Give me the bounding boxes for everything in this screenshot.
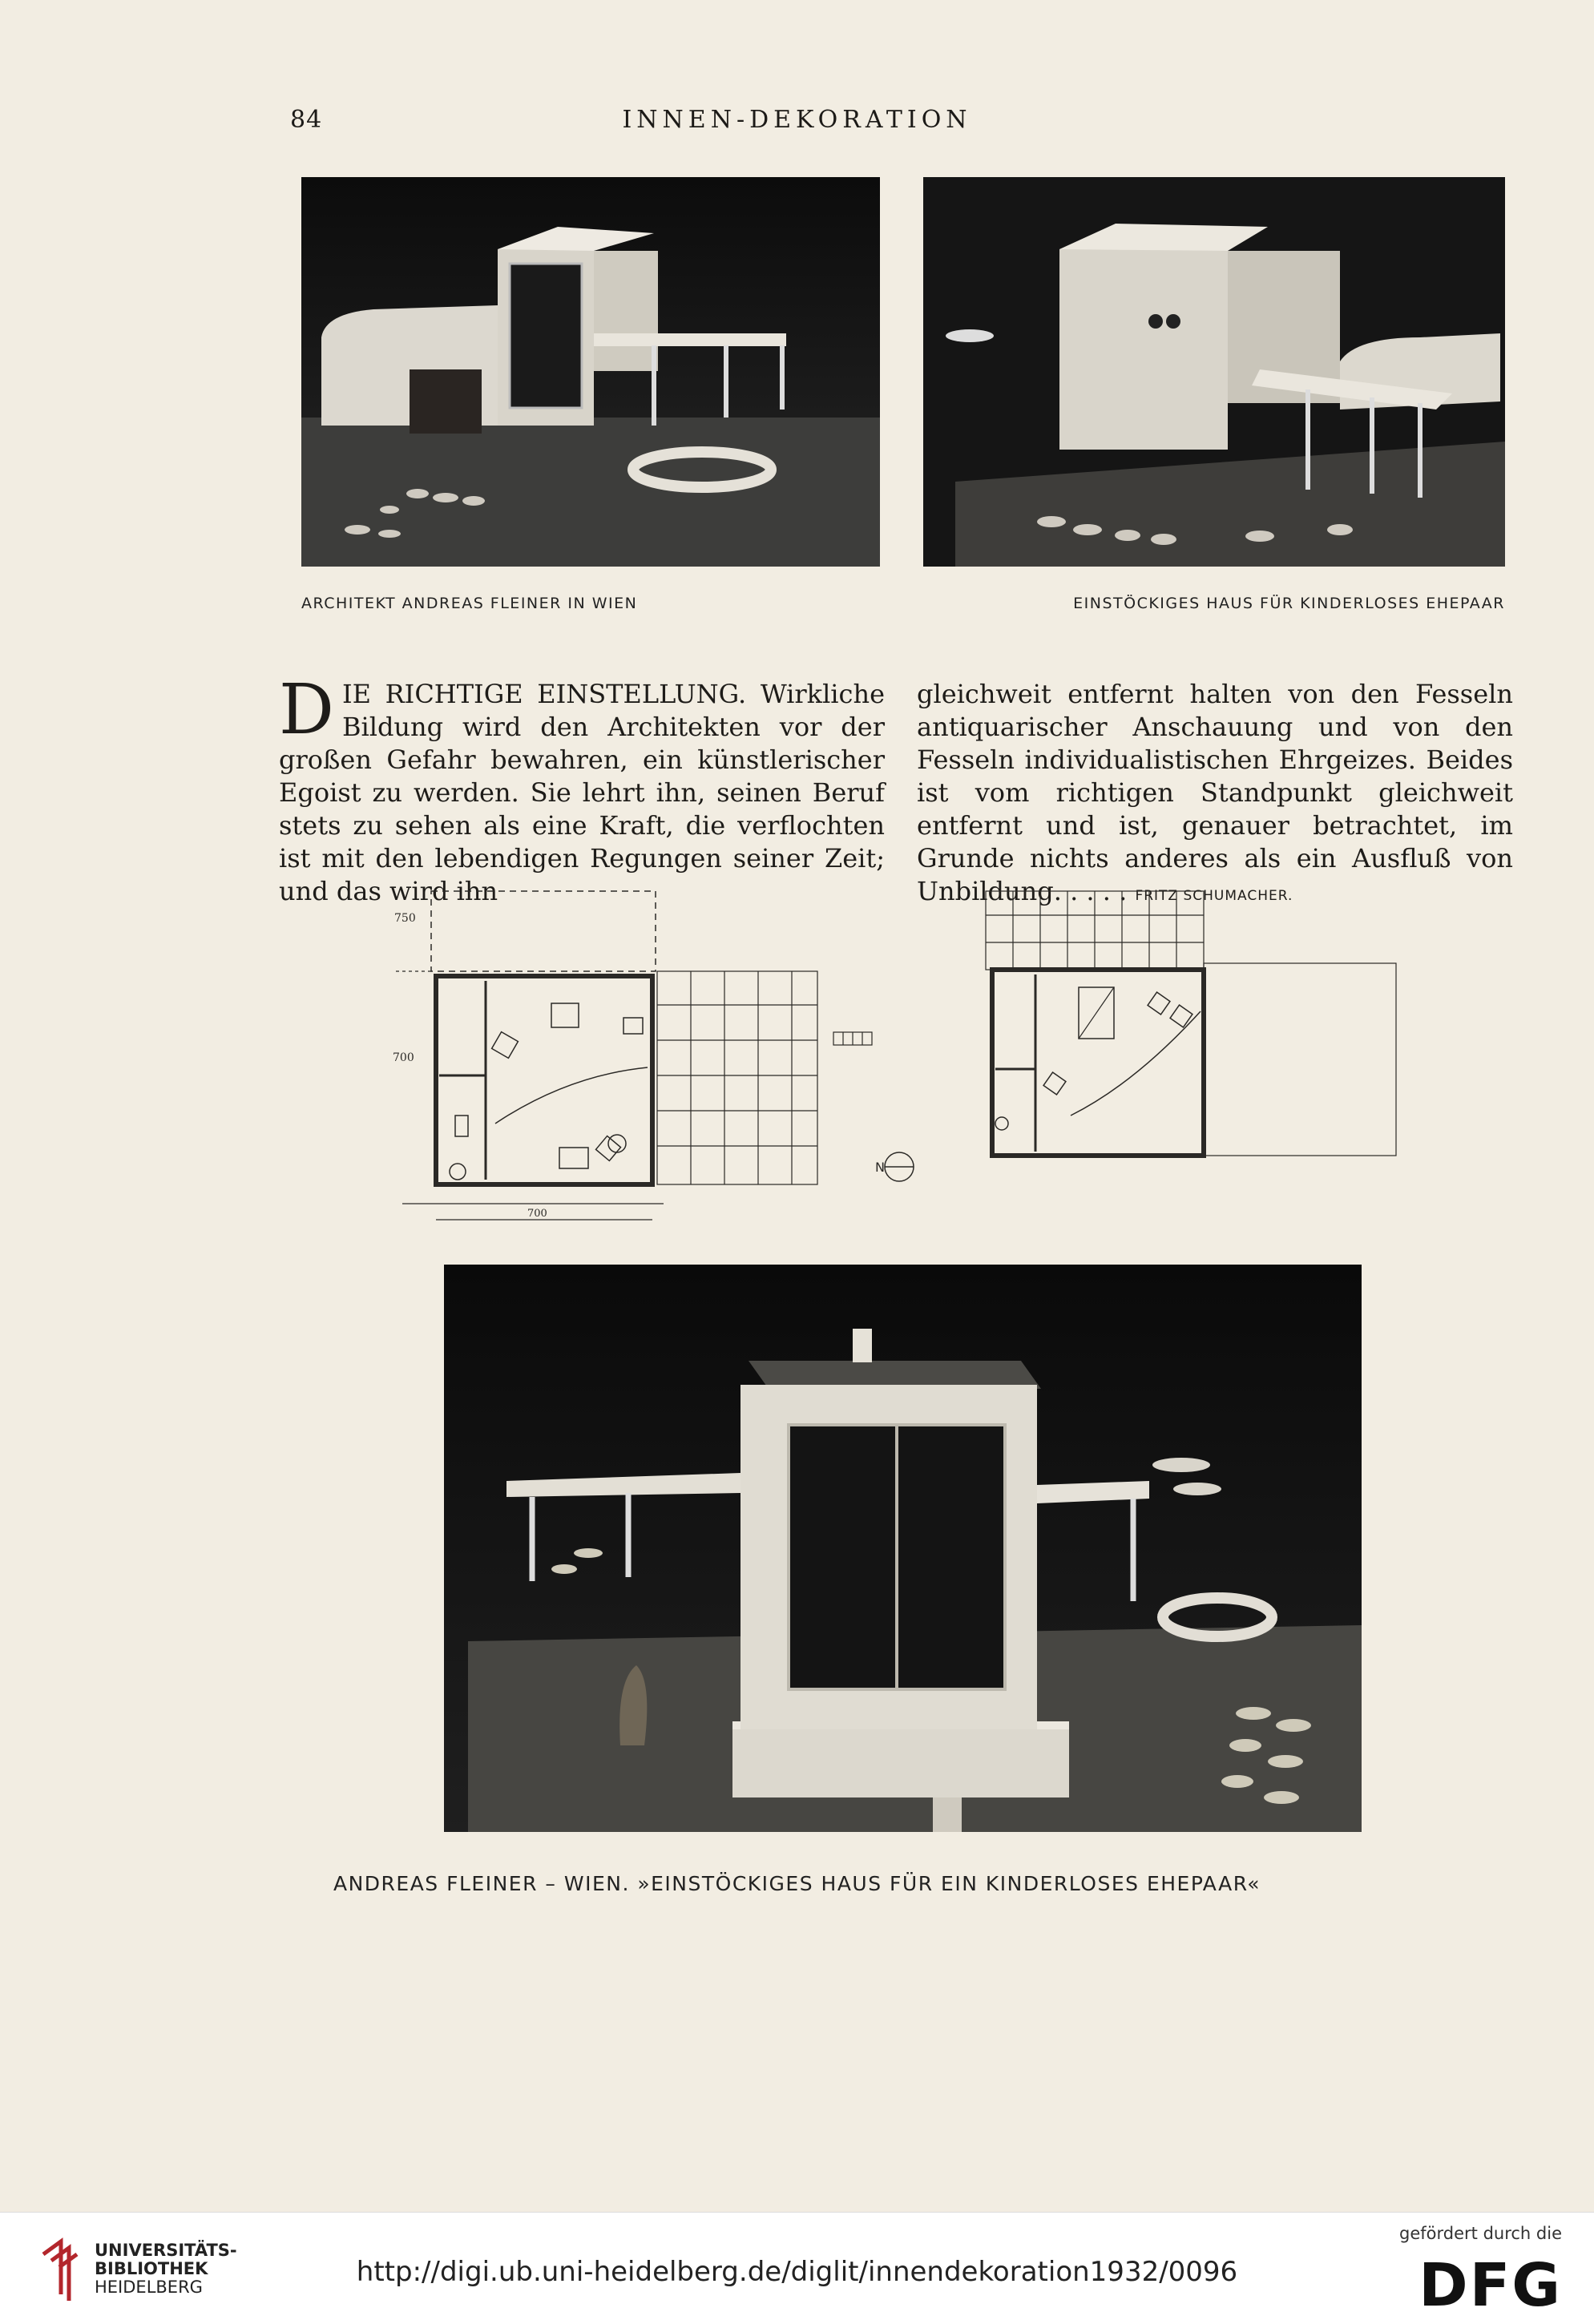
library-name-line1: UNIVERSITÄTS-: [95, 2241, 237, 2260]
drop-cap: D: [279, 670, 334, 750]
floor-plan-right-drawing: [983, 883, 1399, 1188]
north-arrow-label: N: [875, 1160, 885, 1175]
article-text-left: IE RICHTIGE EINSTELLUNG. Wirkliche Bildung wird den Architekten vor der großen Gefahr bewahren, ein künstlerischer Egoist zu werden. Sie lehrt ihn, seinen Beruf stets zu sehen als eine Kraft, die verflochten ist mit den lebendigen Regungen seiner Zeit; und das wird ihn: [279, 679, 885, 906]
article-column-right: [917, 678, 1513, 913]
floor-plan-right: [983, 883, 1399, 1188]
article-column-left: [279, 670, 885, 908]
source-url-link[interactable]: http://digi.ub.uni-heidelberg.de/diglit/innendekoration1932/0096: [356, 2256, 1238, 2288]
floor-plan-drawing: [383, 883, 928, 1236]
photo-model-rear: [923, 177, 1505, 567]
floor-plan-left: [383, 883, 928, 1236]
dimension-label-bottom: 700: [527, 1208, 547, 1220]
dimension-label-top: 750: [394, 912, 416, 925]
house-model-illustration: [301, 177, 880, 567]
caption-left: ARCHITEKT ANDREAS FLEINER IN WIEN: [301, 595, 638, 612]
house-model-rear-illustration: [923, 177, 1505, 567]
library-name-line3: HEIDELBERG: [95, 2278, 203, 2297]
running-title: INNEN-DEKORATION: [622, 106, 972, 134]
page-number: 84: [290, 106, 323, 134]
caption-bottom: ANDREAS FLEINER – WIEN. »EINSTÖCKIGES HAUS FÜR EIN KINDERLOSES EHEPAAR«: [333, 1872, 1261, 1895]
funded-by-text: gefördert durch die: [1399, 2224, 1562, 2243]
photo-model-garden-view: [444, 1265, 1362, 1832]
photo-model-front: [301, 177, 880, 567]
dfg-logo: DFG: [1418, 2251, 1562, 2320]
house-garden-illustration: [444, 1265, 1362, 1832]
article-text-right: gleichweit entfernt halten von den Fesseln antiquarischer Anschauung und von den Fesseln individualistischen Ehrgeizes. Beides ist vom richtigen Standpunkt gleichweit entfernt und ist, genauer betrachtet, im Grunde nichts anderes als ein Ausfluß von Unbildung. . . . .: [917, 679, 1513, 906]
digitization-footer: [0, 2212, 1594, 2324]
library-name-line2: BIBLIOTHEK: [95, 2259, 208, 2278]
caption-right: EINSTÖCKIGES HAUS FÜR KINDERLOSES EHEPAAR: [1073, 595, 1505, 612]
article-author: FRITZ SCHUMACHER.: [1135, 888, 1293, 904]
dimension-label-left: 700: [393, 1051, 414, 1064]
